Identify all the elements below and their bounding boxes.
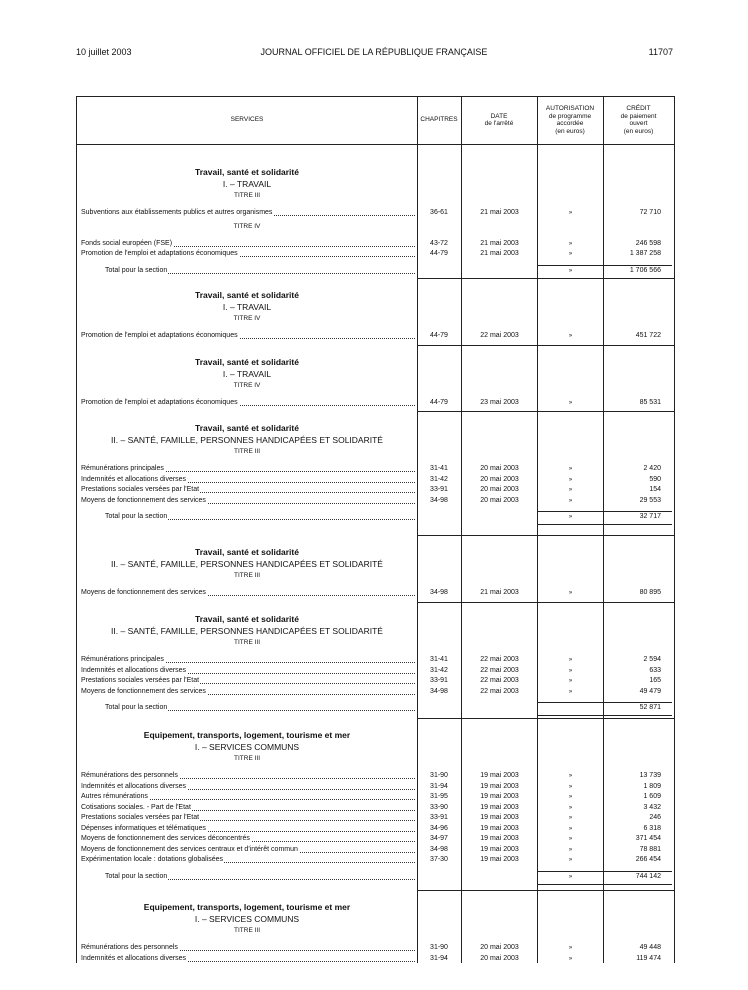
row-credit: 13 739 — [639, 772, 661, 779]
row-credit: 266 454 — [635, 856, 661, 863]
row-label-text: Indemnités et allocations diverses — [81, 954, 187, 962]
row-label — [81, 813, 415, 823]
row-credit: 1 387 258 — [629, 250, 661, 257]
row-chapitre: 31-94 — [430, 782, 448, 790]
row-chapitre: 31-95 — [430, 793, 448, 800]
row-date: 22 mai 2003 — [480, 656, 519, 663]
row-autorisation: » — [568, 657, 573, 663]
row-chapitre: 44-79 — [430, 332, 448, 339]
row-autorisation: » — [568, 333, 573, 339]
row-credit: 165 — [649, 677, 661, 684]
row-credit: 80 895 — [639, 589, 661, 596]
row-autorisation: » — [568, 251, 573, 257]
titre-heading: TITRE III — [234, 639, 260, 646]
row-chapitre: 37-30 — [430, 856, 448, 863]
row-label — [81, 834, 415, 844]
row-chapitre: 34-98 — [430, 845, 448, 853]
row-label — [81, 954, 415, 964]
row-label — [81, 782, 415, 792]
row-date: 19 mai 2003 — [480, 845, 519, 853]
row-label-text: Rémunérations principales — [81, 465, 164, 472]
row-label — [81, 239, 415, 249]
row-date: 20 mai 2003 — [480, 465, 519, 472]
row-chapitre: 34-98 — [430, 687, 448, 695]
row-date: 21 mai 2003 — [480, 589, 519, 596]
table-row — [77, 792, 674, 802]
row-label-text: Promotion de l'emploi et adaptations économiques — [81, 399, 238, 406]
column-header-chapitres: CHAPITRES — [420, 116, 458, 124]
row-label — [81, 771, 415, 781]
row-chapitre: 31-90 — [430, 944, 448, 951]
row-chapitre: 31-41 — [430, 465, 448, 472]
row-chapitre: 33-91 — [430, 486, 448, 493]
row-autorisation: » — [568, 825, 573, 832]
ministry-heading: Travail, santé et solidarité — [195, 547, 299, 557]
row-autorisation: » — [568, 945, 573, 951]
table-row — [77, 331, 674, 341]
table-row — [77, 249, 674, 259]
ministry-heading: Travail, santé et solidarité — [195, 290, 299, 300]
row-chapitre: 31-42 — [430, 475, 448, 483]
table-row — [77, 943, 674, 953]
row-autorisation: » — [568, 794, 573, 800]
row-autorisation: » — [568, 497, 573, 504]
journal-title: JOURNAL OFFICIEL DE LA RÉPUBLIQUE FRANÇAISE — [260, 47, 488, 57]
block-divider — [417, 345, 674, 346]
table-row — [77, 813, 674, 823]
table-row — [77, 834, 674, 844]
column-header-services: SERVICES — [230, 116, 264, 124]
row-date: 19 mai 2003 — [480, 793, 519, 800]
total-autorisation: » — [568, 267, 573, 274]
header-date: 10 juillet 2003 — [76, 47, 132, 57]
row-autorisation: » — [568, 590, 573, 596]
row-date: 20 mai 2003 — [480, 475, 519, 483]
row-chapitre: 36-61 — [430, 209, 448, 216]
row-label-text: Prestations sociales versées par l'Etat — [81, 814, 200, 821]
row-chapitre: 34-97 — [430, 835, 448, 842]
row-chapitre: 31-90 — [430, 772, 448, 779]
total-row — [77, 872, 674, 882]
row-label-text: Moyens de fonctionnement des services déconcentrés — [81, 835, 250, 842]
row-date: 19 mai 2003 — [480, 803, 519, 811]
row-autorisation: » — [568, 955, 573, 962]
row-date: 23 mai 2003 — [480, 399, 519, 406]
row-autorisation: » — [568, 487, 573, 493]
row-autorisation: » — [568, 210, 573, 216]
table-row — [77, 239, 674, 249]
table-row — [77, 954, 674, 964]
row-date: 19 mai 2003 — [480, 814, 519, 821]
ministry-heading: Equipement, transports, logement, tourisme et mer — [143, 730, 351, 740]
row-label-text: Cotisations sociales. - Part de l'Etat — [81, 803, 191, 811]
table-row — [77, 666, 674, 676]
total-credit: 744 142 — [635, 872, 661, 880]
row-date: 19 mai 2003 — [480, 856, 519, 863]
section-heading: I. – SERVICES COMMUNS — [194, 914, 300, 924]
section-heading: I. – TRAVAIL — [222, 302, 272, 312]
row-autorisation: » — [568, 836, 573, 842]
row-credit: 72 710 — [639, 209, 661, 216]
row-date: 19 mai 2003 — [480, 782, 519, 790]
row-label-text: Indemnités et allocations diverses — [81, 475, 187, 483]
row-date: 22 mai 2003 — [480, 677, 519, 684]
titre-heading: TITRE III — [234, 448, 260, 455]
row-chapitre: 34-98 — [430, 496, 448, 504]
header-divider — [77, 144, 674, 145]
row-label-text: Indemnités et allocations diverses — [81, 782, 187, 790]
total-label-text: Total pour la section — [105, 266, 168, 274]
ministry-heading: Travail, santé et solidarité — [195, 614, 299, 624]
ministry-heading: Travail, santé et solidarité — [195, 423, 299, 433]
table-row — [77, 208, 674, 218]
table-row — [77, 464, 674, 474]
row-label — [81, 588, 415, 598]
table-row — [77, 803, 674, 813]
titre-heading: TITRE III — [234, 927, 260, 934]
row-label-text: Rémunérations principales — [81, 656, 164, 663]
column-header-autorisation: AUTORISATION de programme accordée (en euros) — [545, 105, 595, 135]
row-date: 22 mai 2003 — [480, 666, 519, 674]
row-label-text: Dépenses informatiques et télématiques — [81, 824, 206, 832]
row-credit: 49 479 — [639, 687, 661, 695]
table-row — [77, 782, 674, 792]
row-autorisation: » — [568, 857, 573, 863]
row-label-text: Autres rémunérations — [81, 793, 148, 800]
row-chapitre: 34-98 — [430, 589, 448, 596]
table-row — [77, 475, 674, 485]
table-row — [77, 855, 674, 865]
row-credit: 2 594 — [643, 656, 661, 663]
table-row — [77, 771, 674, 781]
table-row — [77, 676, 674, 686]
row-credit: 1 609 — [643, 793, 661, 800]
row-autorisation: » — [568, 400, 573, 406]
section-heading: I. – SERVICES COMMUNS — [194, 742, 300, 752]
row-date: 19 mai 2003 — [480, 772, 519, 779]
row-autorisation: » — [568, 846, 573, 853]
row-label — [81, 676, 415, 686]
row-label-text: Prestations sociales versées par l'Etat — [81, 486, 200, 493]
row-date: 22 mai 2003 — [480, 687, 519, 695]
row-credit: 154 — [649, 486, 661, 493]
row-date: 21 mai 2003 — [480, 209, 519, 216]
total-label — [105, 266, 415, 276]
ministry-heading: Travail, santé et solidarité — [195, 167, 299, 177]
row-credit: 119 474 — [636, 954, 661, 962]
row-date: 20 mai 2003 — [480, 496, 519, 504]
row-credit: 371 454 — [635, 835, 661, 842]
total-autorisation: » — [568, 873, 573, 880]
titre-heading: TITRE IV — [233, 222, 261, 230]
titre-heading: TITRE III — [234, 192, 260, 199]
row-chapitre: 44-79 — [430, 399, 448, 406]
table-row — [77, 398, 674, 408]
column-header-credit: CRÉDIT de paiement ouvert (en euros) — [620, 105, 657, 135]
row-credit: 451 722 — [635, 332, 661, 339]
row-credit: 246 — [649, 814, 661, 821]
table-row — [77, 687, 674, 697]
row-credit: 6 318 — [643, 824, 661, 832]
row-label-text: Moyens de fonctionnement des services — [81, 589, 206, 596]
row-chapitre: 43-72 — [430, 239, 448, 247]
row-chapitre: 44-79 — [430, 250, 448, 257]
row-label — [81, 845, 415, 855]
row-date: 21 mai 2003 — [480, 250, 519, 257]
row-label-text: Promotion de l'emploi et adaptations économiques — [81, 250, 238, 257]
row-chapitre: 33-91 — [430, 677, 448, 684]
row-label — [81, 464, 415, 474]
row-label — [81, 655, 415, 665]
row-chapitre: 31-41 — [430, 656, 448, 663]
row-label-text: Indemnités et allocations diverses — [81, 666, 187, 674]
row-credit: 590 — [649, 475, 661, 483]
table-row — [77, 496, 674, 506]
row-label — [81, 803, 415, 813]
block-divider — [417, 602, 674, 603]
table-row — [77, 845, 674, 855]
row-autorisation: » — [568, 476, 573, 483]
row-label — [81, 485, 415, 495]
row-autorisation: » — [568, 667, 573, 674]
credits-table — [76, 96, 675, 963]
row-credit: 633 — [649, 666, 661, 674]
row-label — [81, 855, 415, 865]
total-row — [77, 703, 674, 713]
row-label-text: Rémunérations des personnels — [81, 772, 178, 779]
row-chapitre: 31-42 — [430, 666, 448, 674]
ministry-heading: Travail, santé et solidarité — [195, 357, 299, 367]
row-label-text: Rémunérations des personnels — [81, 944, 178, 951]
row-label — [81, 666, 415, 676]
section-heading: II. – SANTÉ, FAMILLE, PERSONNES HANDICAPÉES ET SOLIDARITÉ — [111, 626, 383, 636]
row-label — [81, 398, 415, 408]
total-row — [77, 266, 674, 276]
row-label-text: Moyens de fonctionnement des services centraux et d'intérêt commun — [81, 845, 298, 853]
row-chapitre: 34-96 — [430, 824, 448, 832]
row-date: 20 mai 2003 — [480, 944, 519, 951]
row-chapitre: 33-90 — [430, 803, 448, 811]
row-label — [81, 331, 415, 341]
row-label — [81, 824, 415, 834]
row-credit: 49 448 — [639, 944, 661, 951]
row-label-text: Moyens de fonctionnement des services — [81, 496, 206, 504]
row-autorisation: » — [568, 240, 573, 247]
row-autorisation: » — [568, 804, 573, 811]
total-credit: 52 871 — [639, 704, 661, 711]
titre-heading: TITRE IV — [233, 315, 261, 322]
total-label-text: Total pour la section — [105, 513, 168, 520]
titre-heading: TITRE III — [234, 755, 260, 762]
row-label — [81, 943, 415, 953]
table-row — [77, 655, 674, 665]
section-heading: II. – SANTÉ, FAMILLE, PERSONNES HANDICAPÉES ET SOLIDARITÉ — [111, 559, 383, 569]
page-number: 11707 — [648, 47, 673, 57]
row-date: 21 mai 2003 — [480, 239, 519, 247]
row-credit: 85 531 — [639, 399, 661, 406]
total-row — [77, 512, 674, 522]
row-autorisation: » — [568, 773, 573, 779]
row-label — [81, 475, 415, 485]
row-label — [81, 792, 415, 802]
row-label — [81, 249, 415, 259]
row-label — [81, 496, 415, 506]
row-label-text: Subventions aux établissements publics et autres organismes — [81, 209, 273, 216]
column-header-date: DATE de l'arrêté — [484, 112, 514, 127]
row-credit: 246 598 — [635, 239, 661, 247]
total-autorisation: » — [568, 514, 573, 520]
total-label-text: Total pour la section — [105, 704, 168, 711]
total-credit: 32 717 — [639, 513, 661, 520]
block-divider — [417, 278, 674, 279]
total-label — [105, 512, 415, 522]
titre-heading: TITRE IV — [233, 382, 261, 389]
table-row — [77, 485, 674, 495]
row-label-text: Moyens de fonctionnement des services — [81, 687, 206, 695]
total-credit: 1 706 566 — [629, 266, 661, 274]
row-date: 19 mai 2003 — [480, 835, 519, 842]
row-credit: 2 420 — [643, 465, 661, 472]
row-date: 20 mai 2003 — [480, 486, 519, 493]
block-divider — [417, 890, 674, 891]
row-autorisation: » — [568, 783, 573, 790]
row-label-text: Promotion de l'emploi et adaptations économiques — [81, 332, 238, 339]
block-divider — [417, 535, 674, 536]
table-row — [77, 588, 674, 598]
total-label — [105, 703, 415, 713]
total-label — [105, 872, 415, 882]
row-date: 20 mai 2003 — [480, 954, 519, 962]
titre-heading: TITRE III — [234, 572, 260, 579]
block-divider — [417, 411, 674, 412]
ministry-heading: Equipement, transports, logement, tourisme et mer — [143, 902, 351, 912]
row-credit: 29 553 — [639, 496, 661, 504]
section-heading: I. – TRAVAIL — [222, 369, 272, 379]
row-label — [81, 208, 415, 218]
row-autorisation: » — [568, 688, 573, 695]
row-credit: 1 809 — [643, 782, 661, 790]
row-label-text: Expérimentation locale : dotations globalisées — [81, 856, 224, 863]
row-autorisation: » — [568, 466, 573, 472]
total-label-text: Total pour la section — [105, 872, 168, 880]
table-row — [77, 824, 674, 834]
row-date: 19 mai 2003 — [480, 824, 519, 832]
row-chapitre: 31-94 — [430, 954, 448, 962]
row-date: 22 mai 2003 — [480, 332, 519, 339]
section-heading: I. – TRAVAIL — [222, 179, 272, 189]
row-label — [81, 687, 415, 697]
row-label-text: Fonds social européen (FSE) — [81, 239, 173, 247]
block-divider — [417, 718, 674, 719]
section-heading: II. – SANTÉ, FAMILLE, PERSONNES HANDICAPÉES ET SOLIDARITÉ — [111, 435, 383, 445]
row-credit: 78 881 — [639, 845, 661, 853]
row-autorisation: » — [568, 678, 573, 684]
row-autorisation: » — [568, 815, 573, 821]
row-credit: 3 432 — [643, 803, 661, 811]
row-chapitre: 33-91 — [430, 814, 448, 821]
row-label-text: Prestations sociales versées par l'Etat — [81, 677, 200, 684]
